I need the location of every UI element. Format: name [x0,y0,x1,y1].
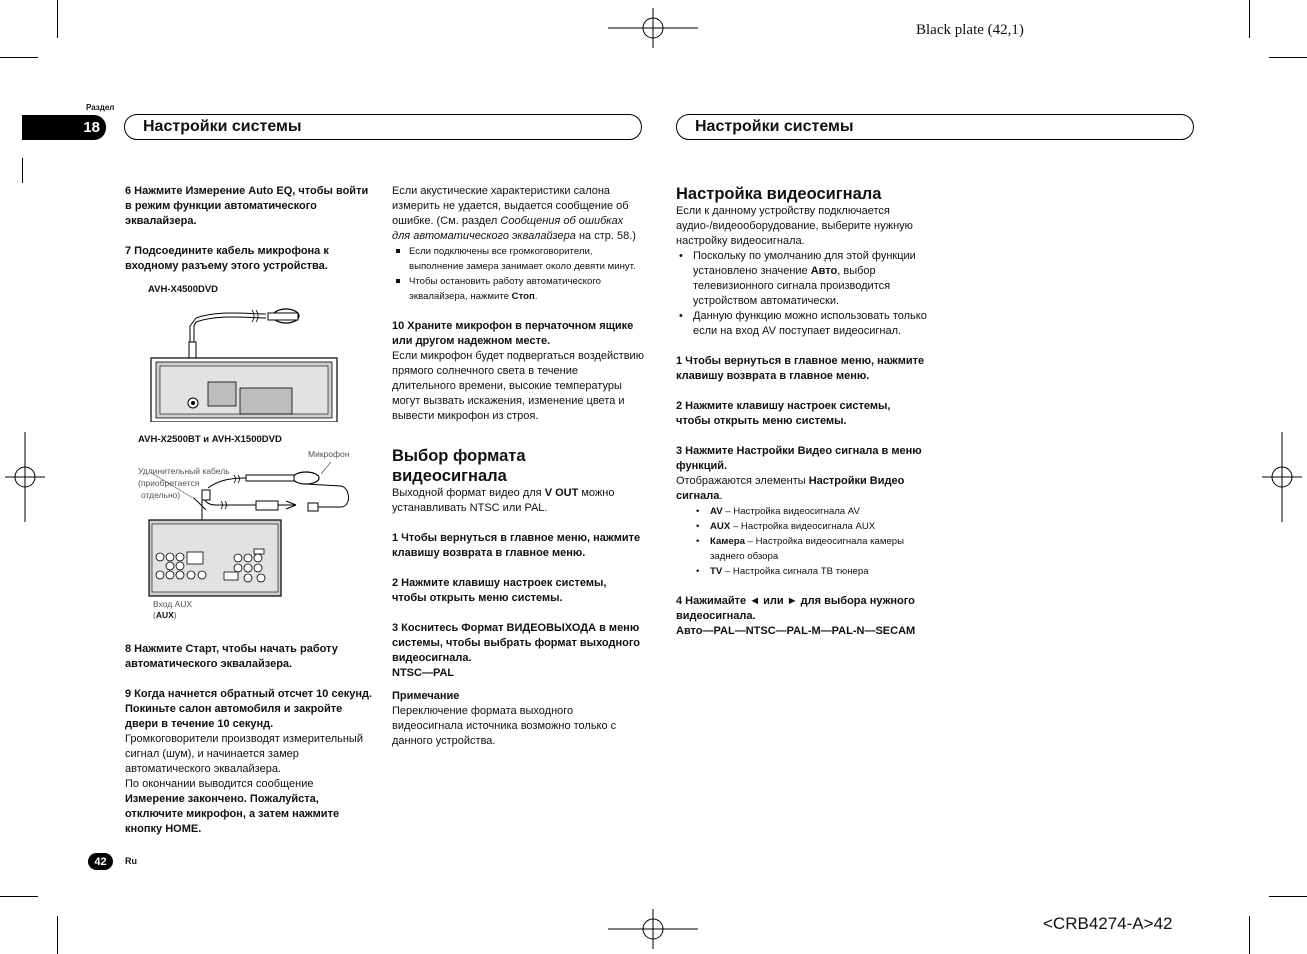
crop-mark [1249,0,1250,38]
crop-mark [1269,896,1307,897]
figure-avh-x4500dvd [148,296,338,422]
column-2 [392,184,644,749]
crop-mark [1269,57,1307,58]
figure-2-aux-line-1: Вход AUX [153,599,193,609]
paragraph-error: Если акустические характеристики салона измерить не удается, выдается сообщение об ошибке. (См. раздел Сообщения об ошибках для автоматического эквалайзера на стр. 58.) [392,185,636,242]
bullet-list [676,249,928,339]
language-label: Ru [125,856,137,866]
settings-items [676,504,928,579]
step-9: 9 Когда начнется обратный отсчет 10 секунд. Покиньте салон автомобиля и закройте двери в течение 10 секунд. [125,688,373,730]
step-6: 6 Нажмите Измерение Auto EQ, чтобы войти в режим функции автоматического эквалайзера. [125,185,369,227]
paragraph-vout: Выходной формат видео для V OUT можно устанавливать NTSC или PAL. [392,487,615,514]
video-step-1: 1 Чтобы вернуться в главное меню, нажмите клавишу возврата в главное меню. [392,532,641,559]
crop-mark [57,916,58,954]
note-2: Чтобы остановить работу автоматического эквалайзера, нажмите Стоп. [392,274,644,304]
settings-step-4: 4 Нажимайте ◄ или ► для выбора нужного видеосигнала. [676,595,915,622]
crop-mark [0,57,38,58]
note-1: Если подключены все громкоговорители, выполнение замера занимает около девяти минут. [392,244,644,274]
note-heading: Примечание [392,690,460,702]
figure-2-ext-line-2: (приобретается [138,478,200,488]
page-title-left: Настройки системы [124,114,642,140]
step-8: 8 Нажмите Старт, чтобы начать работу автоматического эквалайзера. [125,643,338,670]
registration-mark-left [5,432,45,522]
registration-mark-top [608,8,698,48]
settings-item-aux: • AUX – Настройка видеосигнала AUX [676,519,928,534]
bullet-2: • Данную функцию можно использовать только если на вход AV поступает видеосигнал. [676,309,928,339]
crop-mark [1249,916,1250,954]
video-step-3-options: NTSC—PAL [392,667,455,679]
registration-mark-bottom [608,909,698,949]
section-number: 18 [22,115,106,140]
heading-video-format: Выбор формата видеосигнала [392,447,526,485]
figure-2-label: AVH-X2500BT и AVH-X1500DVD [138,434,282,445]
heading-video-settings: Настройка видеосигнала [676,185,882,203]
figure-avh-x2500bt [146,460,356,600]
settings-item-camera: • Камера – Настройка видеосигнала камеры заднего обзора [676,534,928,564]
step-10: 10 Храните микрофон в перчаточном ящике или другом надежном месте. [392,320,634,347]
settings-step-4-options: Авто—PAL—NTSC—PAL-M—PAL-N—SECAM [676,625,916,637]
paragraph-9a: Громкоговорители производят измерительный сигнал (шум), и начинается замер автоматического эквалайзера. [125,733,363,775]
settings-step-2: 2 Нажмите клавишу настроек системы, чтобы открыть меню системы. [676,400,891,427]
step-7: 7 Подсоедините кабель микрофона к входному разъему этого устройства. [125,245,329,272]
note-paragraph: Переключение формата выходного видеосигнала источника возможно только с данного устройства. [392,705,617,747]
settings-step-3: 3 Нажмите Настройки Видео сигнала в меню функций. [676,445,922,472]
section-label: Раздел [86,103,115,112]
column-3 [676,184,928,639]
figure-1-label: AVH-X4500DVD [148,284,219,295]
column-1 [125,184,375,274]
paragraph-10: Если микрофон будет подвергаться воздействию прямого солнечного света в течение длительного времени, высокие температуры могут вызвать искажения, изменение цвета и вывести микрофон из строя. [392,350,644,422]
settings-step-1: 1 Чтобы вернуться в главное меню, нажмите клавишу возврата в главное меню. [676,355,925,382]
page-number: 42 [88,853,113,870]
paragraph-9b: По окончании выводится сообщение Измерение закончено. Пожалуйста, отключите микрофон, а затем нажмите кнопку HOME. [125,778,340,835]
paragraph-intro: Если к данному устройству подключается аудио-/видеооборудование, выберите нужную настройку видеосигнала. [676,205,913,247]
paragraph-items-shown: Отображаются элементы Настройки Видео сигнала. [676,475,905,502]
crop-mark [0,896,38,897]
figure-2-mic-label: Микрофон [308,449,350,459]
figure-2-aux-line-2: AUX [155,610,174,620]
bullet-1: • Поскольку по умолчанию для этой функции установлено значение Авто, выбор телевизионного сигнала производится устройством автоматически. [676,249,928,309]
registration-mark-right [1262,432,1302,522]
settings-item-tv: • TV – Настройка сигнала ТВ тюнера [676,564,928,579]
plate-label: Black plate (42,1) [916,22,1024,38]
settings-item-av: • AV – Настройка видеосигнала AV [676,504,928,519]
figure-2-aux-label: Вход AUX (AUX) [153,599,193,620]
crop-mark [57,0,58,38]
document-code: <CRB4274-A>42 [1043,914,1173,933]
figure-2-ext-line-3: отдельно) [141,490,181,500]
column-1-lower [125,642,375,837]
video-step-3: 3 Коснитесь Формат ВИДЕОВЫХОДА в меню системы, чтобы выбрать формат выходного видеосигнала. [392,622,640,664]
page-title-right: Настройки системы [676,114,1194,140]
notes-list [392,244,644,304]
figure-2-ext-line-1: Удлинительный кабель [138,466,230,476]
video-step-2: 2 Нажмите клавишу настроек системы, чтобы открыть меню системы. [392,577,607,604]
side-tick [22,158,23,183]
